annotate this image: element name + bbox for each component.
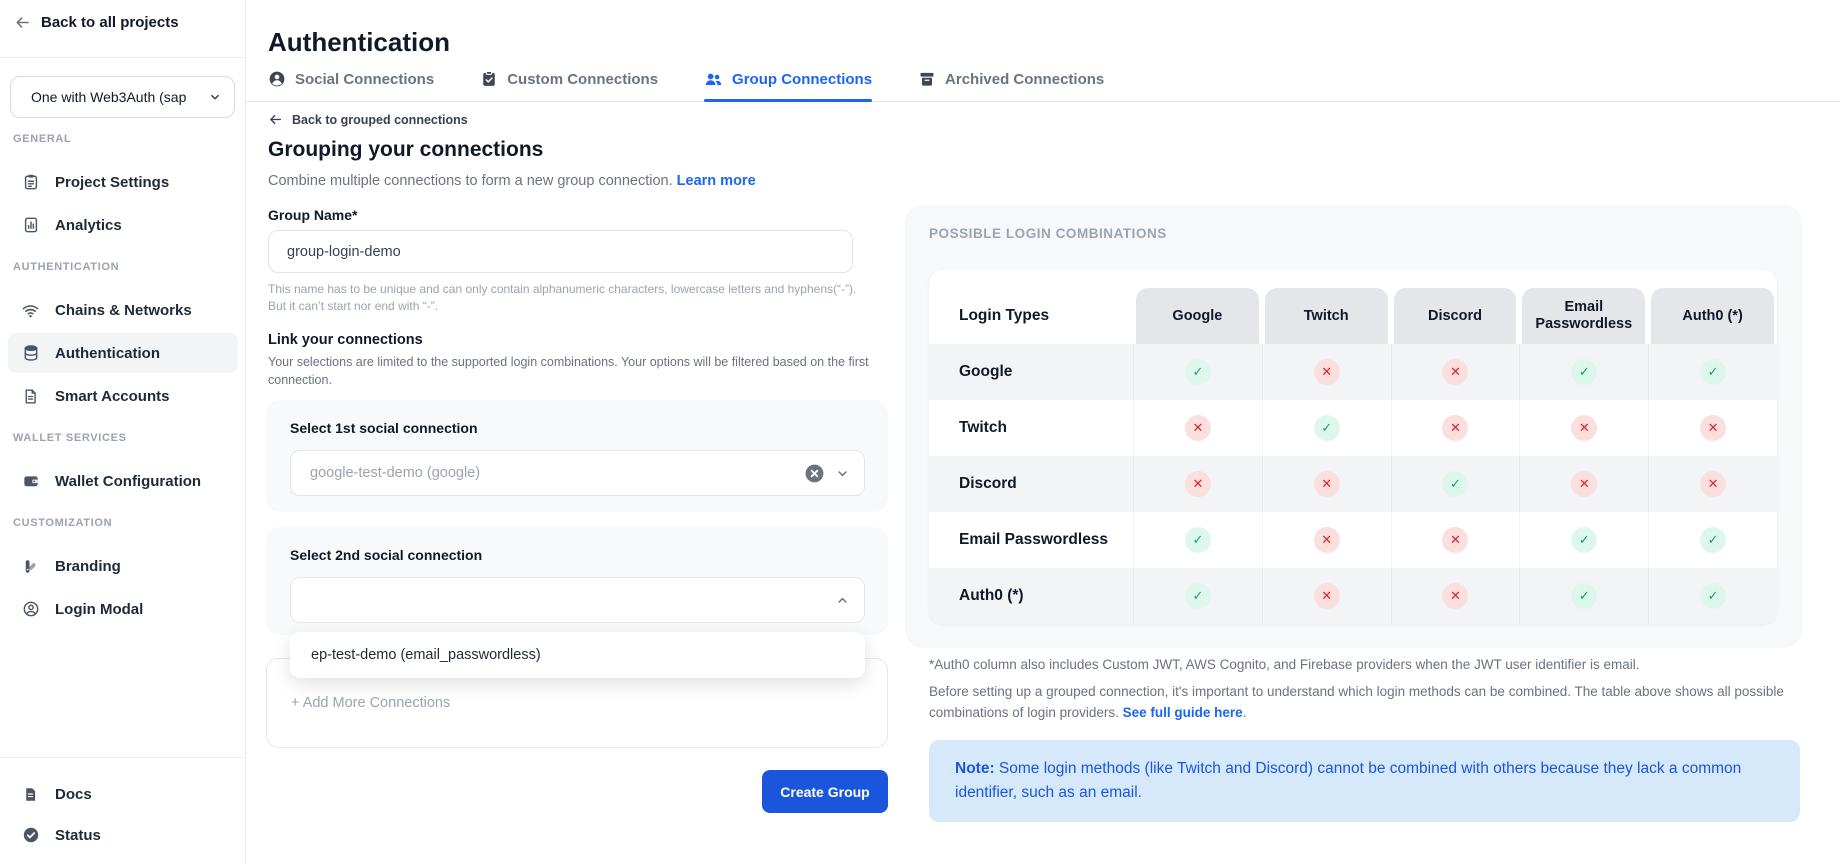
check-icon: ✓ <box>1185 527 1211 553</box>
back-to-grouped-connections-link[interactable] <box>268 112 468 127</box>
sidebar <box>0 0 246 864</box>
cross-icon: ✕ <box>1314 359 1340 385</box>
tab-label: Custom Connections <box>507 70 659 88</box>
sidebar-item-label: Branding <box>55 557 121 575</box>
sidebar-item-label: Status <box>55 826 101 844</box>
tab-label: Group Connections <box>732 70 873 88</box>
first-connection-card <box>266 400 888 512</box>
back-to-all-projects-link[interactable] <box>14 14 179 31</box>
row-label: Discord <box>959 475 1017 492</box>
cross-icon: ✕ <box>1185 415 1211 441</box>
table-cell <box>1648 568 1777 624</box>
page-title: Authentication <box>268 27 450 58</box>
cross-icon: ✕ <box>1571 415 1597 441</box>
select-1st-connection-value: google-test-demo (google) <box>310 465 481 481</box>
database-icon <box>21 344 40 362</box>
row-label: Google <box>959 363 1013 380</box>
cross-icon: ✕ <box>1700 415 1726 441</box>
table-cell <box>1391 456 1520 512</box>
wifi-icon <box>21 301 40 320</box>
panel-title: POSSIBLE LOGIN COMBINATIONS <box>929 226 1167 241</box>
back-to-grouped-connections-label: Back to grouped connections <box>292 112 468 127</box>
cross-icon: ✕ <box>1314 583 1340 609</box>
table-cell <box>1262 344 1391 400</box>
archive-icon <box>918 70 936 88</box>
cross-icon: ✕ <box>1442 527 1468 553</box>
cross-icon: ✕ <box>1185 471 1211 497</box>
table-cell <box>1519 512 1648 568</box>
check-icon: ✓ <box>1571 527 1597 553</box>
dropdown-option[interactable]: ep-test-demo (email_passwordless) <box>311 647 541 663</box>
arrow-left-icon <box>14 14 31 31</box>
divider <box>0 57 245 58</box>
link-connections-heading: Link your connections <box>268 332 423 348</box>
check-icon: ✓ <box>1571 359 1597 385</box>
table-cell <box>1391 344 1520 400</box>
sidebar-item-status[interactable] <box>8 816 238 854</box>
check-icon: ✓ <box>1571 583 1597 609</box>
group-name-helper: This name has to be unique and can only contain alphanumeric characters, lowercase letters and hyphens(“-”). But it can’t start nor end with “-”. <box>268 282 857 313</box>
cross-icon: ✕ <box>1700 471 1726 497</box>
table-cell <box>1262 456 1391 512</box>
second-connection-card <box>266 527 888 635</box>
sidebar-item-label: Chains & Networks <box>55 301 192 319</box>
link-connections-description: Your selections are limited to the supported login combinations. Your options will be filtered based on the first connection. <box>268 355 869 387</box>
sidebar-item-label: Project Settings <box>55 173 170 191</box>
sidebar-section-label: CUSTOMIZATION <box>13 517 113 529</box>
tab-label: Archived Connections <box>945 70 1105 88</box>
sidebar-item-chains-networks[interactable] <box>8 290 238 330</box>
sidebar-item-authentication[interactable] <box>8 333 238 373</box>
table-cell <box>1519 568 1648 624</box>
sidebar-item-label: Analytics <box>55 216 122 234</box>
row-label: Email Passwordless <box>959 531 1109 548</box>
sidebar-item-branding[interactable] <box>8 546 238 586</box>
doc-icon <box>21 786 40 803</box>
sidebar-item-wallet-configuration[interactable] <box>8 461 238 501</box>
create-group-button[interactable]: Create Group <box>762 770 888 813</box>
select-2nd-connection-label: Select 2nd social connection <box>290 547 483 563</box>
table-cell <box>1648 400 1777 456</box>
note-text: Note: Some login methods (like Twitch and Discord) cannot be combined with others because they lack a common identifier, such as an email. <box>955 760 1742 801</box>
section-subtext: Combine multiple connections to form a new group connection. Learn more <box>268 173 756 189</box>
check-icon: ✓ <box>1185 359 1211 385</box>
table-cell <box>1391 512 1520 568</box>
user-circle-filled-icon <box>268 70 286 88</box>
table-cell <box>1648 344 1777 400</box>
note-box <box>929 740 1800 822</box>
login-combinations-table <box>929 270 1777 624</box>
cross-icon: ✕ <box>1442 583 1468 609</box>
clear-selection-icon[interactable] <box>804 463 825 484</box>
chevron-down-icon <box>208 90 222 104</box>
table-header-login-types: Login Types <box>959 307 1050 324</box>
cross-icon: ✕ <box>1314 527 1340 553</box>
table-row-discord <box>929 456 1777 512</box>
table-cell <box>1519 400 1648 456</box>
project-selector[interactable] <box>10 76 235 118</box>
sidebar-section-label: AUTHENTICATION <box>13 261 120 273</box>
tab-archived-connections[interactable] <box>918 57 1104 101</box>
learn-more-link[interactable]: Learn more <box>676 173 756 189</box>
cross-icon: ✕ <box>1571 471 1597 497</box>
table-cell <box>1133 456 1262 512</box>
project-selector-value: One with Web3Auth (sap <box>31 89 187 105</box>
table-cell <box>1133 512 1262 568</box>
sidebar-item-login-modal[interactable] <box>8 589 238 629</box>
check-icon: ✓ <box>1185 583 1211 609</box>
check-icon: ✓ <box>1700 527 1726 553</box>
clipboard-icon <box>21 173 40 191</box>
sidebar-item-label: Docs <box>55 785 92 803</box>
clipboard-check-icon <box>480 70 498 88</box>
check-icon: ✓ <box>1442 471 1468 497</box>
possible-login-combinations-panel <box>905 205 1802 648</box>
row-label: Auth0 (*) <box>959 587 1024 604</box>
table-header-auth0: Auth0 (*) <box>1651 288 1774 344</box>
chevron-down-icon <box>835 466 850 481</box>
sidebar-item-label: Authentication <box>55 344 160 362</box>
table-row-auth0 <box>929 568 1777 624</box>
table-cell <box>1262 512 1391 568</box>
cross-icon: ✕ <box>1442 359 1468 385</box>
table-header-email-passwordless: Email Passwordless <box>1522 288 1645 344</box>
tab-social-connections[interactable] <box>268 57 434 101</box>
group-name-input[interactable] <box>268 230 853 273</box>
table-cell <box>1519 344 1648 400</box>
table-header-discord: Discord <box>1394 288 1517 344</box>
table-cell <box>1133 400 1262 456</box>
table-header-twitch: Twitch <box>1265 288 1388 344</box>
table-cell <box>1262 400 1391 456</box>
check-circle-icon <box>21 826 40 844</box>
table-cell <box>1648 456 1777 512</box>
wallet-icon <box>21 472 40 490</box>
add-more-connections-button[interactable]: + Add More Connections <box>291 695 451 711</box>
table-header-row <box>929 270 1777 344</box>
table-cell <box>1133 344 1262 400</box>
divider <box>0 757 245 758</box>
see-full-guide-link[interactable]: See full guide here <box>1122 705 1243 720</box>
table-cell <box>1648 512 1777 568</box>
table-header-google: Google <box>1136 288 1259 344</box>
cross-icon: ✕ <box>1442 415 1468 441</box>
guide-footnote: Before setting up a grouped connection, it's important to understand which login methods can be combined. The table above shows all possible combinations of login providers. See full guide here. <box>929 684 1784 720</box>
table-cell <box>1519 456 1648 512</box>
back-to-all-projects-label: Back to all projects <box>41 14 179 31</box>
row-label: Twitch <box>959 419 1007 436</box>
sidebar-section-label: WALLET SERVICES <box>13 432 127 444</box>
tab-custom-connections[interactable] <box>480 57 658 101</box>
sidebar-section-label: GENERAL <box>13 133 72 145</box>
arrow-left-icon <box>268 112 283 127</box>
section-heading: Grouping your connections <box>268 138 544 161</box>
select-1st-connection-label: Select 1st social connection <box>290 420 478 436</box>
check-icon: ✓ <box>1314 415 1340 441</box>
cross-icon: ✕ <box>1314 471 1340 497</box>
file-icon <box>21 388 40 405</box>
table-cell <box>1133 568 1262 624</box>
branding-icon <box>21 558 40 575</box>
sidebar-item-analytics[interactable] <box>8 205 238 245</box>
users-icon <box>704 70 723 89</box>
tab-bar <box>246 57 1840 102</box>
check-icon: ✓ <box>1700 583 1726 609</box>
select-1st-connection-input[interactable] <box>290 450 865 496</box>
table-row-twitch <box>929 400 1777 456</box>
sidebar-item-docs[interactable] <box>8 775 238 813</box>
sidebar-item-label: Smart Accounts <box>55 387 170 405</box>
tab-label: Social Connections <box>295 70 435 88</box>
select-2nd-connection-input[interactable] <box>290 577 865 623</box>
chevron-up-icon <box>835 593 850 608</box>
user-circle-icon <box>21 600 40 618</box>
table-cell <box>1391 568 1520 624</box>
analytics-icon <box>21 216 40 234</box>
sidebar-item-label: Login Modal <box>55 600 144 618</box>
connection-dropdown <box>290 632 865 678</box>
table-row-google <box>929 344 1777 400</box>
tab-group-connections[interactable] <box>704 57 872 101</box>
group-name-label: Group Name* <box>268 207 358 223</box>
auth0-footnote: *Auth0 column also includes Custom JWT, AWS Cognito, and Firebase providers when the JWT user identifier is email. <box>929 657 1640 672</box>
sidebar-item-project-settings[interactable] <box>8 162 238 202</box>
table-cell <box>1391 400 1520 456</box>
sidebar-footer <box>0 775 246 857</box>
sidebar-nav <box>0 126 246 632</box>
check-icon: ✓ <box>1700 359 1726 385</box>
table-cell <box>1262 568 1391 624</box>
sidebar-item-label: Wallet Configuration <box>55 472 202 490</box>
sidebar-item-smart-accounts[interactable] <box>8 376 238 416</box>
table-row-email-passwordless <box>929 512 1777 568</box>
